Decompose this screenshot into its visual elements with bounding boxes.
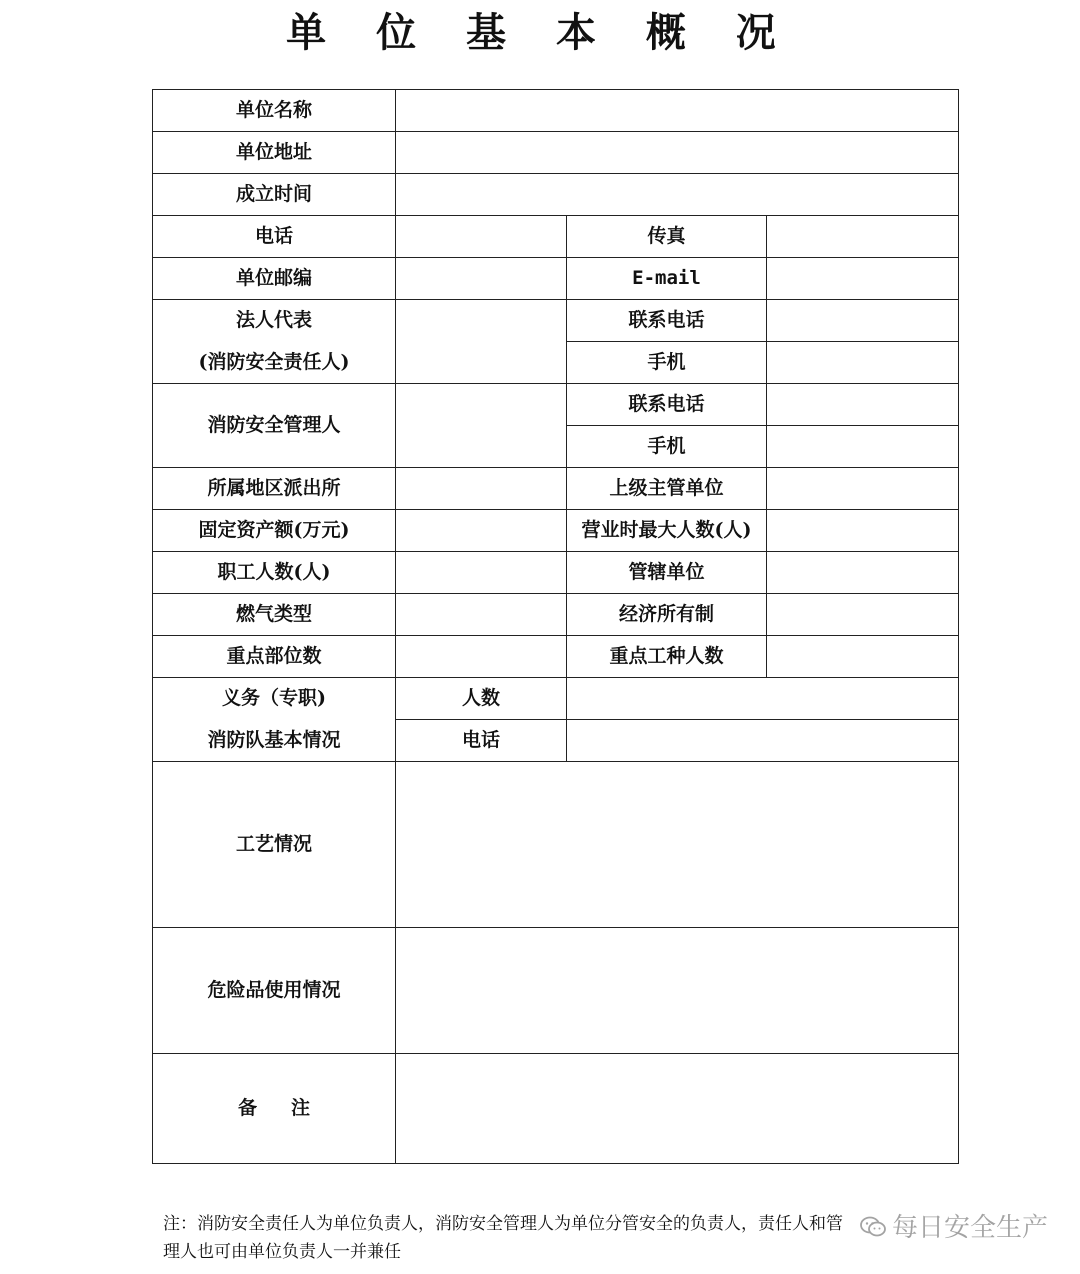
label-email: E-mail [567,258,767,300]
label-hazmat: 危险品使用情况 [153,928,396,1054]
label-safety-manager: 消防安全管理人 [153,384,396,468]
field-fax[interactable] [767,216,959,258]
label-staff-count: 职工人数(人) [153,552,396,594]
field-key-parts[interactable] [396,636,567,678]
field-key-jobs[interactable] [767,636,959,678]
field-hazmat[interactable] [396,928,959,1054]
page-title: 单 位 基 本 概 况 [286,10,794,56]
field-contact-phone-2[interactable] [767,384,959,426]
label-key-parts: 重点部位数 [153,636,396,678]
label-contact-phone-1: 联系电话 [567,300,767,342]
footnote-line2: 理人也可由单位负责人一并兼任 [163,1242,401,1262]
field-fixed-assets[interactable] [396,510,567,552]
field-superior-unit[interactable] [767,468,959,510]
label-police-station: 所属地区派出所 [153,468,396,510]
label-fax: 传真 [567,216,767,258]
footnote [163,1210,883,1266]
label-unit-address: 单位地址 [153,132,396,174]
field-process[interactable] [396,762,959,928]
label-superior-unit: 上级主管单位 [567,468,767,510]
label-established: 成立时间 [153,174,396,216]
footnote-line1: 注：消防安全责任人为单位负责人，消防安全管理人为单位分管安全的负责人，责任人和管 [163,1214,843,1234]
label-mobile-2: 手机 [567,426,767,468]
unit-overview-form [152,89,959,1164]
label-brigade-phone: 电话 [396,720,567,762]
label-gas-type: 燃气类型 [153,594,396,636]
field-brigade-count[interactable] [567,678,959,720]
label-jurisdiction-unit: 管辖单位 [567,552,767,594]
field-unit-name[interactable] [396,90,959,132]
label-fire-brigade-line1: 义务（专职) [222,686,326,709]
label-process: 工艺情况 [153,762,396,928]
field-mobile-1[interactable] [767,342,959,384]
field-established[interactable] [396,174,959,216]
field-contact-phone-1[interactable] [767,300,959,342]
field-email[interactable] [767,258,959,300]
field-police-station[interactable] [396,468,567,510]
field-max-occupancy[interactable] [767,510,959,552]
field-gas-type[interactable] [396,594,567,636]
field-mobile-2[interactable] [767,426,959,468]
label-remarks-cell [153,1054,396,1164]
label-fire-brigade [153,678,396,762]
label-unit-name: 单位名称 [153,90,396,132]
label-legal-representative [153,300,396,384]
label-contact-phone-2: 联系电话 [567,384,767,426]
field-jurisdiction-unit[interactable] [767,552,959,594]
label-legal-representative-line2: (消防安全责任人) [198,350,350,373]
label-postcode: 单位邮编 [153,258,396,300]
label-key-jobs: 重点工种人数 [567,636,767,678]
field-brigade-phone[interactable] [567,720,959,762]
label-mobile-1: 手机 [567,342,767,384]
wechat-icon [860,1215,886,1237]
field-remarks[interactable] [396,1054,959,1164]
field-phone[interactable] [396,216,567,258]
field-postcode[interactable] [396,258,567,300]
watermark-text: 每日安全生产 [892,1213,1049,1243]
label-max-occupancy: 营业时最大人数(人) [567,510,767,552]
watermark [860,1207,1048,1244]
label-fire-brigade-line2: 消防队基本情况 [207,728,341,751]
label-brigade-count: 人数 [396,678,567,720]
label-remarks: 备注 [237,1096,344,1119]
field-legal-representative[interactable] [396,300,567,384]
label-legal-representative-line1: 法人代表 [235,308,312,331]
label-fixed-assets: 固定资产额(万元) [153,510,396,552]
label-ownership: 经济所有制 [567,594,767,636]
field-ownership[interactable] [767,594,959,636]
field-safety-manager[interactable] [396,384,567,468]
label-phone: 电话 [153,216,396,258]
field-staff-count[interactable] [396,552,567,594]
field-unit-address[interactable] [396,132,959,174]
